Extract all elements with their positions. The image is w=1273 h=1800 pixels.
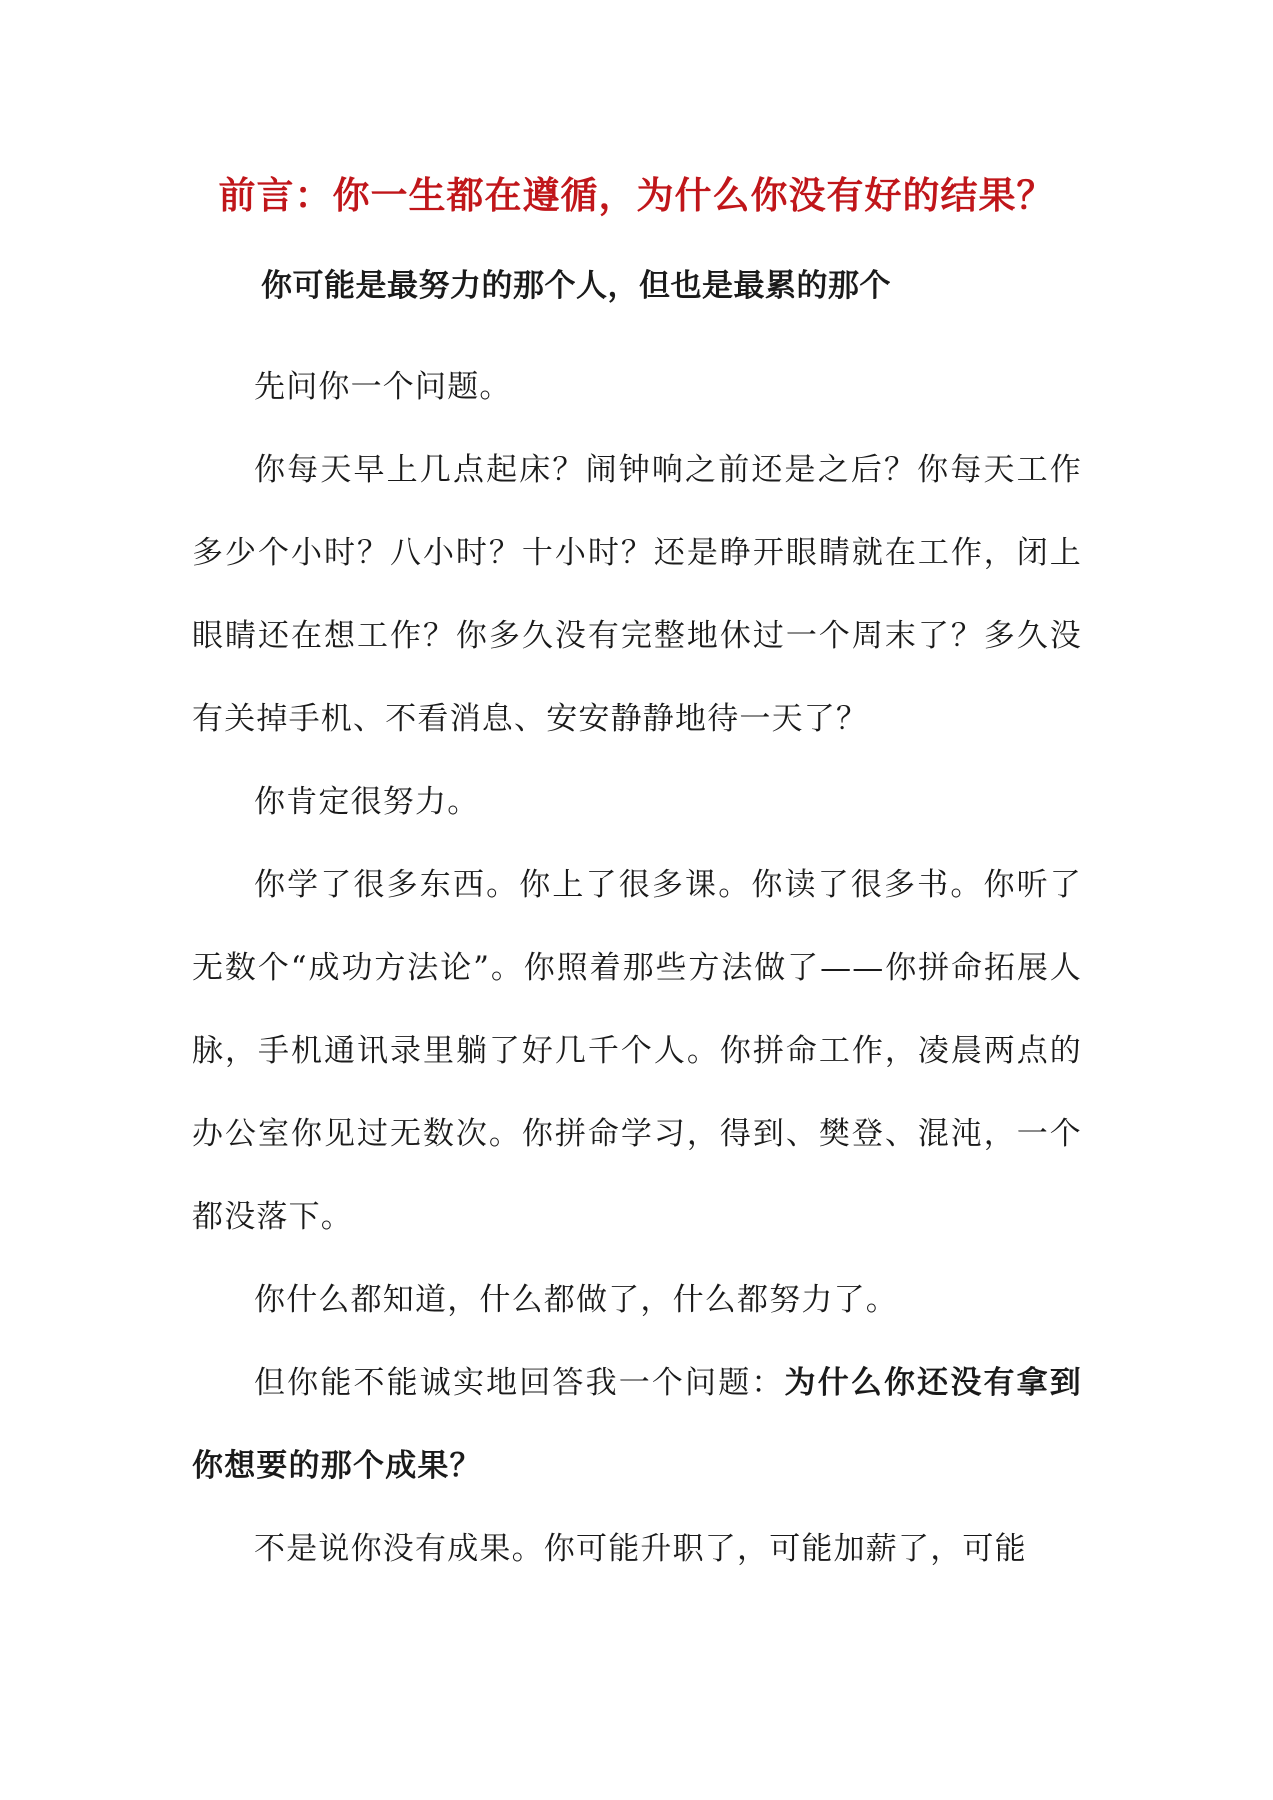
emphasized-question: 为什么你还没有拿到你想要的那个成果？ xyxy=(192,1365,1082,1484)
paragraph: 先问你一个问题。 xyxy=(254,369,512,405)
paragraph: 你肯定很努力。 xyxy=(254,784,480,820)
paragraph-text: 但你能不能诚实地回答我一个问题： xyxy=(254,1365,785,1401)
paragraph: 你学了很多东西。你上了很多课。你读了很多书。你听了无数个“成功方法论”。你照着那些方法做了——你拼命拓展人脉，手机通讯录里躺了好几千个人。你拼命工作，凌晨两点的办公室你见过无数次。你拼命学习，得到、樊登、混沌，一个都没落下。 xyxy=(192,867,1082,1235)
paragraph: 你什么都知道，什么都做了，什么都努力了。 xyxy=(254,1282,898,1318)
document-title: 前言：你一生都在遵循，为什么你没有好的结果？ xyxy=(218,173,1055,217)
section-subtitle: 你可能是最努力的那个人，但也是最累的那个 xyxy=(261,268,891,304)
paragraph xyxy=(192,1342,1082,1508)
paragraph: 你每天早上几点起床？闹钟响之前还是之后？你每天工作多少个小时？八小时？十小时？还是睁开眼睛就在工作，闭上眼睛还在想工作？你多久没有完整地休过一个周末了？多久没有关掉手机、不看消息、安安静静地待一天了？ xyxy=(192,452,1082,737)
document-body xyxy=(192,346,1082,1591)
paragraph: 不是说你没有成果。你可能升职了，可能加薪了，可能 xyxy=(254,1531,1027,1567)
